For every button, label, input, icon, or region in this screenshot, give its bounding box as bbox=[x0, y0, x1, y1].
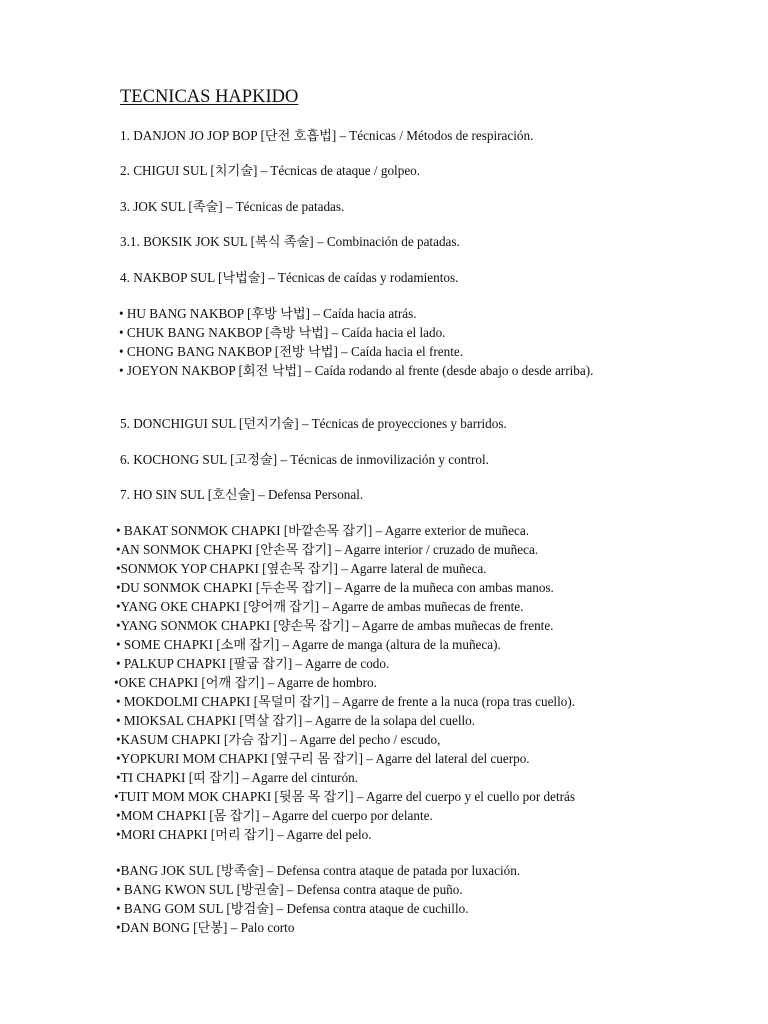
list-item-chong-bang-nakbop: • CHONG BANG NAKBOP [전방 낙법] – Caída hacia el frente. bbox=[119, 344, 464, 359]
list-item-kasum-chapki: •KASUM CHAPKI [가슴 잡기] – Agarre del pecho / escudo, bbox=[116, 732, 441, 747]
list-item-nakbop-sul: 4. NAKBOP SUL [낙법술] – Técnicas de caídas y rodamientos. bbox=[120, 270, 459, 285]
list-item-donchigui-sul: 5. DONCHIGUI SUL [던지기술] – Técnicas de proyecciones y barridos. bbox=[120, 416, 507, 431]
list-item-kochong-sul: 6. KOCHONG SUL [고정술] – Técnicas de inmovilización y control. bbox=[120, 452, 489, 467]
list-item-some-chapki: • SOME CHAPKI [소매 잡기] – Agarre de manga (altura de la muñeca). bbox=[116, 637, 501, 652]
list-item-mori-chapki: •MORI CHAPKI [머리 잡기] – Agarre del pelo. bbox=[116, 827, 372, 842]
page-title: TECNICAS HAPKIDO bbox=[120, 87, 299, 107]
list-item-hu-bang-nakbop: • HU BANG NAKBOP [후방 낙법] – Caída hacia atrás. bbox=[119, 306, 417, 321]
list-item-yang-sonmok-chapki: •YANG SONMOK CHAPKI [양손목 잡기] – Agarre de ambas muñecas de frente. bbox=[116, 618, 554, 633]
list-item-du-sonmok-chapki: •DU SONMOK CHAPKI [두손목 잡기] – Agarre de la muñeca con ambas manos. bbox=[116, 580, 554, 595]
list-item-bang-kwon-sul: • BANG KWON SUL [방권술] – Defensa contra ataque de puño. bbox=[116, 882, 463, 897]
list-item-an-sonmok-chapki: •AN SONMOK CHAPKI [안손목 잡기] – Agarre interior / cruzado de muñeca. bbox=[116, 542, 539, 557]
list-item-yang-oke-chapki: •YANG OKE CHAPKI [양어깨 잡기] – Agarre de ambas muñecas de frente. bbox=[116, 599, 524, 614]
list-item-dan-bong: •DAN BONG [단봉] – Palo corto bbox=[116, 920, 295, 935]
list-item-sonmok-yop-chapki: •SONMOK YOP CHAPKI [옆손목 잡기] – Agarre lateral de muñeca. bbox=[116, 561, 487, 576]
list-item-mioksal-chapki: • MIOKSAL CHAPKI [멱살 잡기] – Agarre de la solapa del cuello. bbox=[116, 713, 476, 728]
list-item-chuk-bang-nakbop: • CHUK BANG NAKBOP [측방 낙법] – Caída hacia el lado. bbox=[119, 325, 446, 340]
list-item-tuit-mom-mok-chapki: •TUIT MOM MOK CHAPKI [뒷몸 목 잡기] – Agarre del cuerpo y el cuello por detrás bbox=[114, 789, 576, 804]
list-item-bang-gom-sul: • BANG GOM SUL [방검술] – Defensa contra ataque de cuchillo. bbox=[116, 901, 469, 916]
list-item-yopkuri-mom-chapki: •YOPKURI MOM CHAPKI [옆구리 몸 잡기] – Agarre del lateral del cuerpo. bbox=[116, 751, 530, 766]
list-item-palkup-chapki: • PALKUP CHAPKI [팔굽 잡기] – Agarre de codo. bbox=[116, 656, 390, 671]
list-item-bakat-sonmok-chapki: • BAKAT SONMOK CHAPKI [바깥손목 잡기] – Agarre exterior de muñeca. bbox=[116, 523, 529, 538]
list-item-bang-jok-sul: •BANG JOK SUL [방족술] – Defensa contra ataque de patada por luxación. bbox=[116, 863, 521, 878]
list-item-ho-sin-sul: 7. HO SIN SUL [호신술] – Defensa Personal. bbox=[120, 487, 364, 502]
list-item-oke-chapki: •OKE CHAPKI [어깨 잡기] – Agarre de hombro. bbox=[114, 675, 377, 690]
list-item-ti-chapki: •TI CHAPKI [띠 잡기] – Agarre del cinturón. bbox=[116, 770, 359, 785]
list-item-chigui-sul: 2. CHIGUI SUL [치기술] – Técnicas de ataque / golpeo. bbox=[120, 163, 421, 178]
list-item-mom-chapki: •MOM CHAPKI [몸 잡기] – Agarre del cuerpo por delante. bbox=[116, 808, 433, 823]
list-item-respiration: 1. DANJON JO JOP BOP [단전 호흡법] – Técnicas / Métodos de respiración. bbox=[120, 128, 534, 143]
list-item-mokdolmi-chapki: • MOKDOLMI CHAPKI [목덜미 잡기] – Agarre de frente a la nuca (ropa tras cuello). bbox=[116, 694, 576, 709]
list-item-joeyon-nakbop: • JOEYON NAKBOP [회전 낙법] – Caída rodando al frente (desde abajo o desde arriba). bbox=[119, 363, 594, 378]
list-item-jok-sul: 3. JOK SUL [족술] – Técnicas de patadas. bbox=[120, 199, 345, 214]
list-item-boksik-jok-sul: 3.1. BOKSIK JOK SUL [복식 족술] – Combinación de patadas. bbox=[120, 234, 460, 249]
